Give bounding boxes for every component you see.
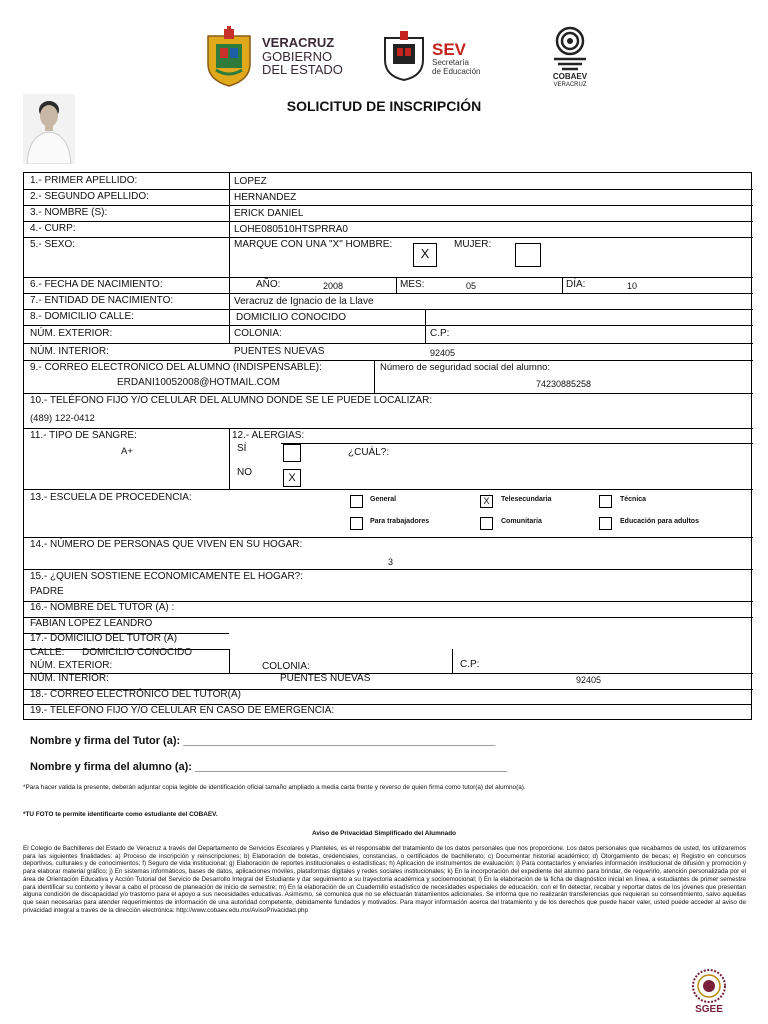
colonia-label: COLONIA: (234, 328, 282, 339)
inscription-form (23, 172, 752, 720)
note-identificacion: *Para hacer valida la presente, deberán adjuntar copia legible de identificación oficial tamaño ampliado a media carta frente y reverso de quien firma como tutor(a) del alumno(a). (23, 784, 526, 791)
dia-value[interactable]: 10 (627, 281, 638, 291)
comunitaria-label: Comunitaria (501, 518, 542, 525)
tutor-label: 16.- NOMBRE DEL TUTOR (A) : (30, 602, 175, 613)
apellido1-value[interactable]: LOPEZ (234, 176, 267, 187)
cobaev-state: VERACRUZ (553, 82, 587, 88)
trabajadores-label: Para trabajadores (370, 518, 430, 525)
alumno-signature-line[interactable]: Nombre y firma del alumno (a): ___________________________________________________ (30, 761, 508, 773)
dom-tutor-cp-value[interactable]: 92405 (576, 675, 602, 685)
sgee-seal-icon (689, 968, 729, 1004)
cobaev-name: COBAEV (552, 72, 588, 81)
veracruz-subtitle-2: DEL ESTADO (262, 62, 343, 77)
apellido2-value[interactable]: HERNANDEZ (234, 192, 297, 203)
tecnica-label: Técnica (620, 496, 647, 503)
domicilio-label: 8.- DOMICILIO CALLE: (30, 311, 134, 322)
alergias-cual-label: ¿CUÁL?: (348, 447, 390, 458)
nombre-label: 3.- NOMBRE (S): (30, 207, 108, 218)
sostiene-label: 15.- ¿QUIEN SOSTIENE ECONOMICAMENTE EL HOGAR?: (30, 571, 304, 582)
cp-label: C.P: (430, 328, 450, 339)
curp-label: 4.- CURP: (30, 223, 76, 234)
num-exterior-label: NÚM. EXTERIOR: (30, 328, 113, 339)
correo-tutor-label: 18.- CORREO ELECTRÓNICO DEL TUTOR(A) (30, 689, 241, 700)
adultos-checkbox[interactable] (599, 517, 612, 530)
dom-tutor-num-int: NÚM. INTERIOR: (30, 673, 109, 684)
sev-shield-logo (381, 30, 427, 82)
veracruz-title: VERACRUZ (262, 35, 335, 50)
alergias-label: 12.- ALERGIAS: (232, 430, 305, 441)
veracruz-shield-logo (202, 26, 256, 88)
sexo-label: 5.- SEXO: (30, 239, 76, 250)
dom-tutor-num-ext: NÚM. EXTERIOR: (30, 660, 113, 671)
sexo-instruction: MARQUE CON UNA "X" HOMBRE: (234, 239, 393, 250)
comunitaria-checkbox[interactable] (480, 517, 493, 530)
sgee-text: SGEE (695, 1004, 723, 1015)
emergencia-label: 19.- TELÉFONO FIJO Y/O CELULAR EN CASO DE EMERGENCIA: (30, 705, 335, 716)
sangre-value[interactable]: A+ (121, 446, 133, 457)
apellido2-label: 2.- SEGUNDO APELLIDO: (30, 191, 149, 202)
sangre-label: 11.- TIPO DE SANGRE: (30, 430, 137, 441)
telefono-label: 10.- TELÉFONO FIJO Y/O CELULAR DEL ALUMNO DONDE SE LE PUEDE LOCALIZAR: (30, 395, 433, 406)
alergias-si-checkbox[interactable] (283, 444, 301, 462)
adultos-label: Educación para adultos (620, 518, 699, 525)
escuela-label: 13.- ESCUELA DE PROCEDENCIA: (30, 492, 192, 503)
sev-subtitle-2: de Educación (432, 67, 481, 76)
sostiene-value[interactable]: PADRE (30, 586, 64, 597)
cp-value[interactable]: 92405 (430, 348, 456, 358)
correo-value[interactable]: ERDANI10052008@HOTMAIL.COM (117, 377, 280, 388)
dom-tutor-cp-label: C.P: (460, 659, 480, 670)
dia-label: DÍA: (566, 279, 586, 290)
num-interior-label: NÚM. INTERIOR: (30, 346, 109, 357)
sev-title: SEV (432, 40, 467, 59)
domicilio-value[interactable]: DOMICILIO CONOCIDO (236, 312, 347, 323)
colonia-value[interactable]: PUENTES NUEVAS (234, 346, 325, 357)
telesecundaria-checkbox[interactable]: X (480, 495, 493, 508)
correo-label: 9.- CORREO ELECTRONICO DEL ALUMNO (INDISPENSABLE): (30, 362, 322, 373)
ano-label: AÑO: (256, 279, 281, 290)
telesecundaria-label: Telesecundaria (501, 496, 552, 503)
tecnica-checkbox[interactable] (599, 495, 612, 508)
mes-label: MES: (400, 279, 425, 290)
nss-label: Número de seguridad social del alumno: (380, 362, 551, 373)
personas-value[interactable]: 3 (388, 557, 394, 567)
general-label: General (370, 496, 397, 503)
veracruz-subtitle-1: GOBIERNO (262, 49, 333, 64)
sev-subtitle-1: Secretaría (432, 58, 469, 67)
apellido1-label: 1.- PRIMER APELLIDO: (30, 175, 138, 186)
dom-tutor-calle-value[interactable]: DOMICILIO CONOCIDO (82, 647, 193, 658)
dom-tutor-colonia-label: COLONIA: (262, 661, 310, 672)
alergias-si-label: SÍ (237, 443, 247, 454)
dom-tutor-colonia-value[interactable]: PUENTES NUEVAS (280, 673, 371, 684)
telefono-value[interactable]: (489) 122-0412 (30, 413, 95, 424)
nombre-value[interactable]: ERICK DANIEL (234, 208, 304, 219)
aviso-text: El Colegio de Bachilleres del Estado de Veracruz a través del Departamento de Servicios Escolares y Planteles, es el responsable del tratamiento de los datos personales que nos proporcione. Los datos personales que recabamos de usted, los utilizaremos para las siguientes finalidades: a) Proceso de inscripción y reinscripciones; b) Elaboración de boletas, credenciales, constancias, o certificados de bachillerato; c) Documentar historial académico; d) Otorgamiento de becas; e) Registro en concursos deportivos, culturales y de conocimientos; f) Seguro de vida institucional; g) Elaboración de reportes institucionales o estadísticas; h) Aplicación de instrumentos de evaluación; i) Para contactarlos y enviarles información institucional de difusión y promoción y para elaborar material gráfico; j) En sistemas informáticos, bases de datos, aplicaciones móviles, plataformas digitales y redes sociales institucionales; k) En la incorporación del expediente del alumno para brindar, de requerirlo, atención personalizada por el área de Orientación Educativa y Acción Tutorial del Servicio de Desarrollo Integral del Estudiante y dar seguimiento a su trayectoria académica y socioemocional; l) En la elaboración de la ficha de diagnóstico inicial en línea, a estudiantes de primer semestre para identificar su contexto y llevar a cabo el proceso de planeación de inicio de semestre; m) En la elaboración de un Cuadernillo estadístico de necesidades especiales de educación, con el fin detectar, recabar y reportar datos de los jóvenes que presentan alguna condición de discapacidad y/o trastorno para el apoyo a sus necesidades educativas. Asimismo, se comunica que no se efectuarán tratamientos adicionales. Se informa que no realizarán transferencias que requieran su consentimiento, salvo aquellas que sean necesarias para atender requerimientos de información de una autoridad competente, debidamente fundados y motivados. Para mayor información acerca del tratamiento y de los derechos que puede hacer valer, usted puede acceder al aviso de privacidad integral a través de la dirección electrónica: http://www.cobaev.edu.mx/AvisoPrivacidad.php (23, 845, 746, 914)
curp-value[interactable]: LOHE080510HTSPRRA0 (234, 224, 348, 235)
ano-value[interactable]: 2008 (323, 281, 344, 291)
entidad-label: 7.- ENTIDAD DE NACIMIENTO: (30, 295, 174, 306)
trabajadores-checkbox[interactable] (350, 517, 363, 530)
aviso-title: Aviso de Privacidad Simplificado del Alumnado (311, 830, 457, 837)
personas-label: 14.- NÚMERO DE PERSONAS QUE VIVEN EN SU HOGAR: (30, 539, 303, 550)
mujer-label: MUJER: (454, 239, 492, 250)
dom-tutor-calle-label: CALLE: (30, 647, 65, 658)
mujer-checkbox[interactable] (515, 243, 541, 267)
nacimiento-label: 6.- FECHA DE NACIMIENTO: (30, 279, 163, 290)
nss-value[interactable]: 74230885258 (536, 379, 592, 389)
alergias-no-label: NO (237, 467, 252, 478)
mes-value[interactable]: 05 (466, 281, 477, 291)
alergias-no-checkbox[interactable]: X (283, 469, 301, 487)
dom-tutor-label: 17.- DOMICILIO DEL TUTOR (A) (30, 633, 178, 644)
note-foto: *TU FOTO te permite identificarte como estudiante del COBAEV. (23, 811, 218, 818)
general-checkbox[interactable] (350, 495, 363, 508)
tutor-value[interactable]: FABIAN LOPEZ LEANDRO (30, 618, 153, 629)
page-title: SOLICITUD DE INSCRIPCIÓN (286, 98, 482, 114)
hombre-checkbox[interactable]: X (413, 243, 437, 267)
cobaev-logo (550, 26, 590, 72)
entidad-value[interactable]: Veracruz de Ignacio de la Llave (234, 296, 374, 307)
tutor-signature-line[interactable]: Nombre y firma del Tutor (a): ___________________________________________________ (30, 735, 496, 747)
